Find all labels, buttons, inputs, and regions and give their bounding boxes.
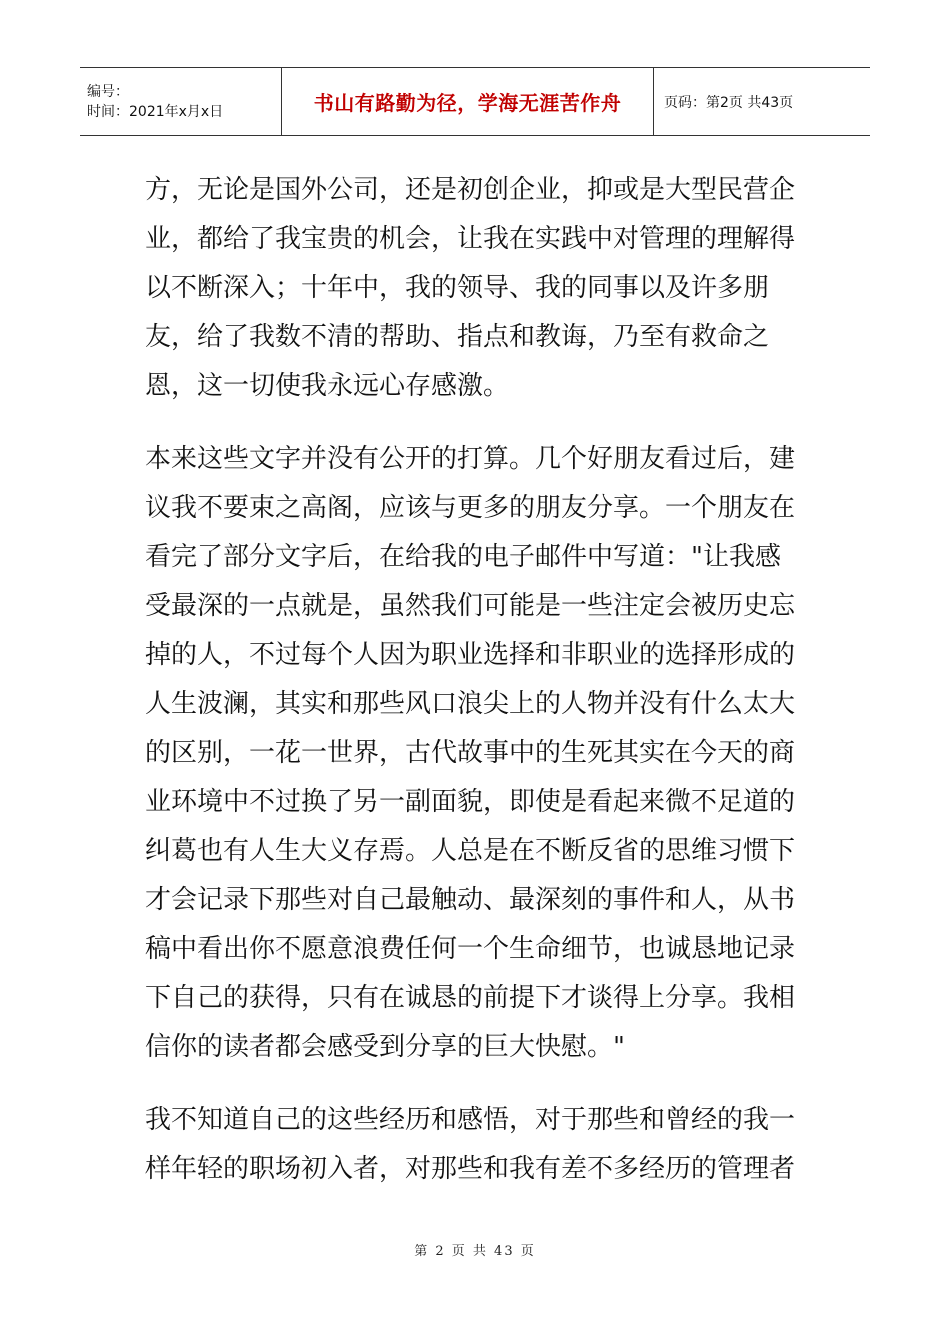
header-meta xyxy=(80,68,282,135)
document-header xyxy=(80,67,870,136)
document-code-label: 编号： xyxy=(87,83,129,100)
paragraph: 我不知道自己的这些经历和感悟，对于那些和曾经的我一样年轻的职场初入者，对那些和我有差不多经历的管理者 xyxy=(145,1105,796,1184)
header-motto-cell xyxy=(282,68,654,135)
header-motto: 书山有路勤为径，学海无涯苦作舟 xyxy=(313,91,622,115)
paragraph: 本来这些文字并没有公开的打算。几个好朋友看过后，建议我不要束之高阁，应该与更多的朋友分享。一个朋友在看完了部分文字后，在给我的电子邮件中写道："让我感受最深的一点就是，虽然我们可能是一些注定会被历史忘掉的人，不过每个人因为职业选择和非职业的选择形成的人生波澜，其实和那些风口浪尖上的人物并没有什么太大的区别，一花一世界，古代故事中的生死其实在今天的商业环境中不过换了另一副面貌，即使是看起来微不足道的纠葛也有人生大义存焉。人总是在不断反省的思维习惯下才会记录下那些对自己最触动、最深刻的事件和人，从书稿中看出你不愿意浪费任何一个生命细节，也诚恳地记录下自己的获得，只有在诚恳的前提下才谈得上分享。我相信你的读者都会感受到分享的巨大快慰。" xyxy=(145,444,796,1062)
header-page-info: 页码：第2页 共43页 xyxy=(664,94,794,111)
page-footer: 第 2 页 共 43 页 xyxy=(414,1244,536,1259)
document-body xyxy=(145,166,805,1218)
document-date: 时间：2021年x月x日 xyxy=(87,103,224,120)
header-page-cell xyxy=(654,68,870,135)
paragraph: 方，无论是国外公司，还是初创企业，抑或是大型民营企业，都给了我宝贵的机会，让我在实践中对管理的理解得以不断深入；十年中，我的领导、我的同事以及许多朋友，给了我数不清的帮助、指点和教诲，乃至有救命之恩，这一切使我永远心存感激。 xyxy=(145,175,796,401)
